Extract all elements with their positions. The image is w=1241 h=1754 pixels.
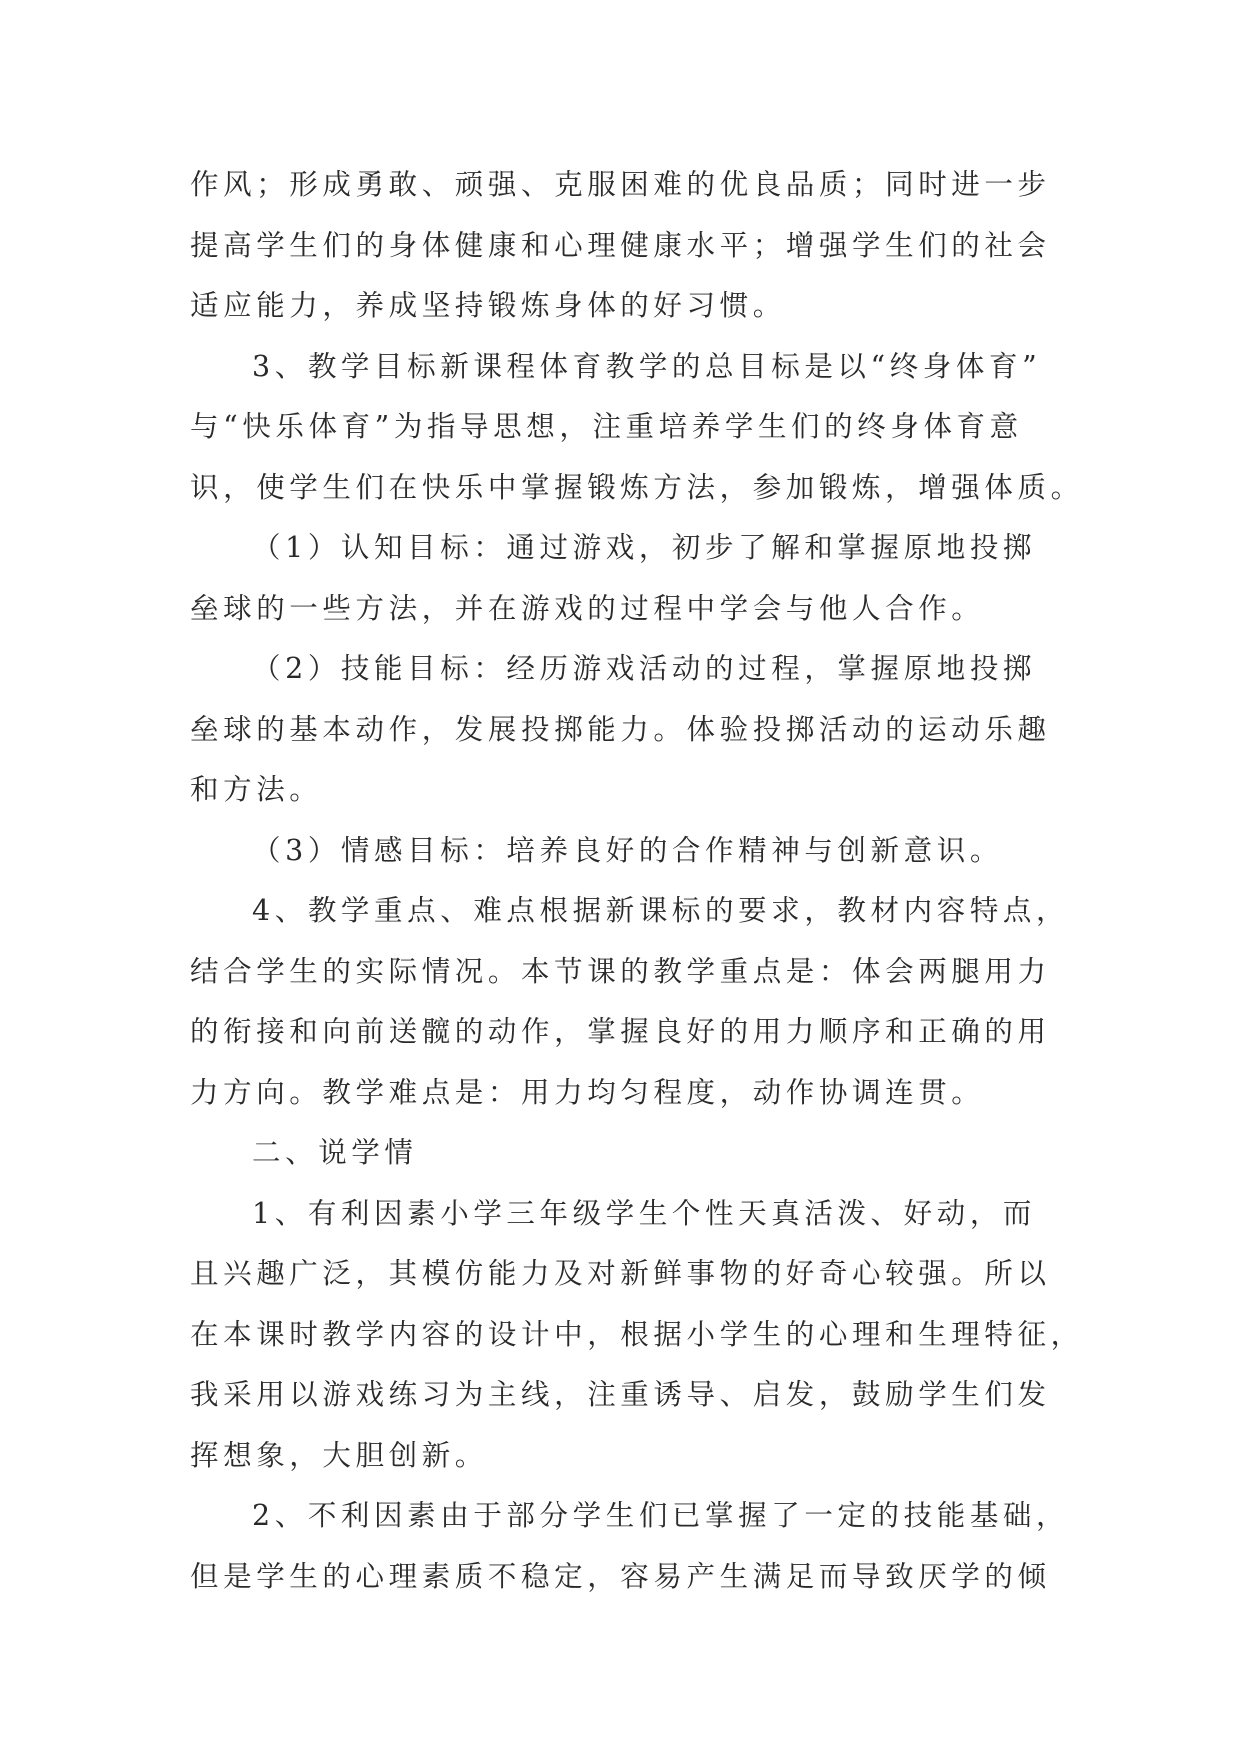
text-line: 结合学生的实际情况。本节课的教学重点是：体会两腿用力 [190, 954, 1051, 988]
text-line: 2、不利因素由于部分学生们已掌握了一定的技能基础， [252, 1499, 1070, 1532]
text-line: 垒球的基本动作，发展投掷能力。体验投掷活动的运动乐趣 [190, 712, 1051, 746]
text-line: 垒球的一些方法，并在游戏的过程中学会与他人合作。 [190, 591, 985, 625]
text-line: 但是学生的心理素质不稳定，容易产生满足而导致厌学的倾 [190, 1559, 1051, 1593]
text-line: 作风；形成勇敢、顽强、克服困难的优良品质；同时进一步 [190, 168, 1051, 201]
text-line: 与“快乐体育”为指导思想，注重培养学生们的终身体育意 [190, 410, 1023, 443]
text-line: 力方向。教学难点是：用力均匀程度，动作协调连贯。 [190, 1075, 985, 1109]
text-line: 4、教学重点、难点根据新课标的要求，教材内容特点， [252, 894, 1070, 927]
document-body [190, 155, 1084, 1607]
text-line: 在本课时教学内容的设计中，根据小学生的心理和生理特征， [190, 1317, 1084, 1351]
text-line: 1、有利因素小学三年级学生个性天真活泼、好动，而 [252, 1196, 1037, 1230]
text-line: 提高学生们的身体健康和心理健康水平；增强学生们的社会 [190, 228, 1051, 262]
text-line: 且兴趣广泛，其模仿能力及对新鲜事物的好奇心较强。所以 [190, 1257, 1051, 1290]
section-heading: 二、说学情 [252, 1136, 418, 1169]
text-line: 的衔接和向前送髋的动作，掌握良好的用力顺序和正确的用 [190, 1015, 1051, 1048]
text-line: （3）情感目标：培养良好的合作精神与创新意识。 [252, 833, 1003, 867]
text-line: 3、教学目标新课程体育教学的总目标是以“终身体育” [252, 349, 1042, 383]
text-line: 挥想象，大胆创新。 [190, 1438, 488, 1472]
text-line: 识，使学生们在快乐中掌握锻炼方法，参加锻炼，增强体质。 [190, 470, 1084, 504]
text-line: 适应能力，养成坚持锻炼身体的好习惯。 [190, 289, 786, 322]
text-line: 和方法。 [190, 773, 323, 806]
text-line: （1）认知目标：通过游戏，初步了解和掌握原地投掷 [252, 531, 1037, 564]
text-line: 我采用以游戏练习为主线，注重诱导、启发，鼓励学生们发 [190, 1378, 1051, 1411]
text-line: （2）技能目标：经历游戏活动的过程，掌握原地投掷 [252, 652, 1037, 685]
